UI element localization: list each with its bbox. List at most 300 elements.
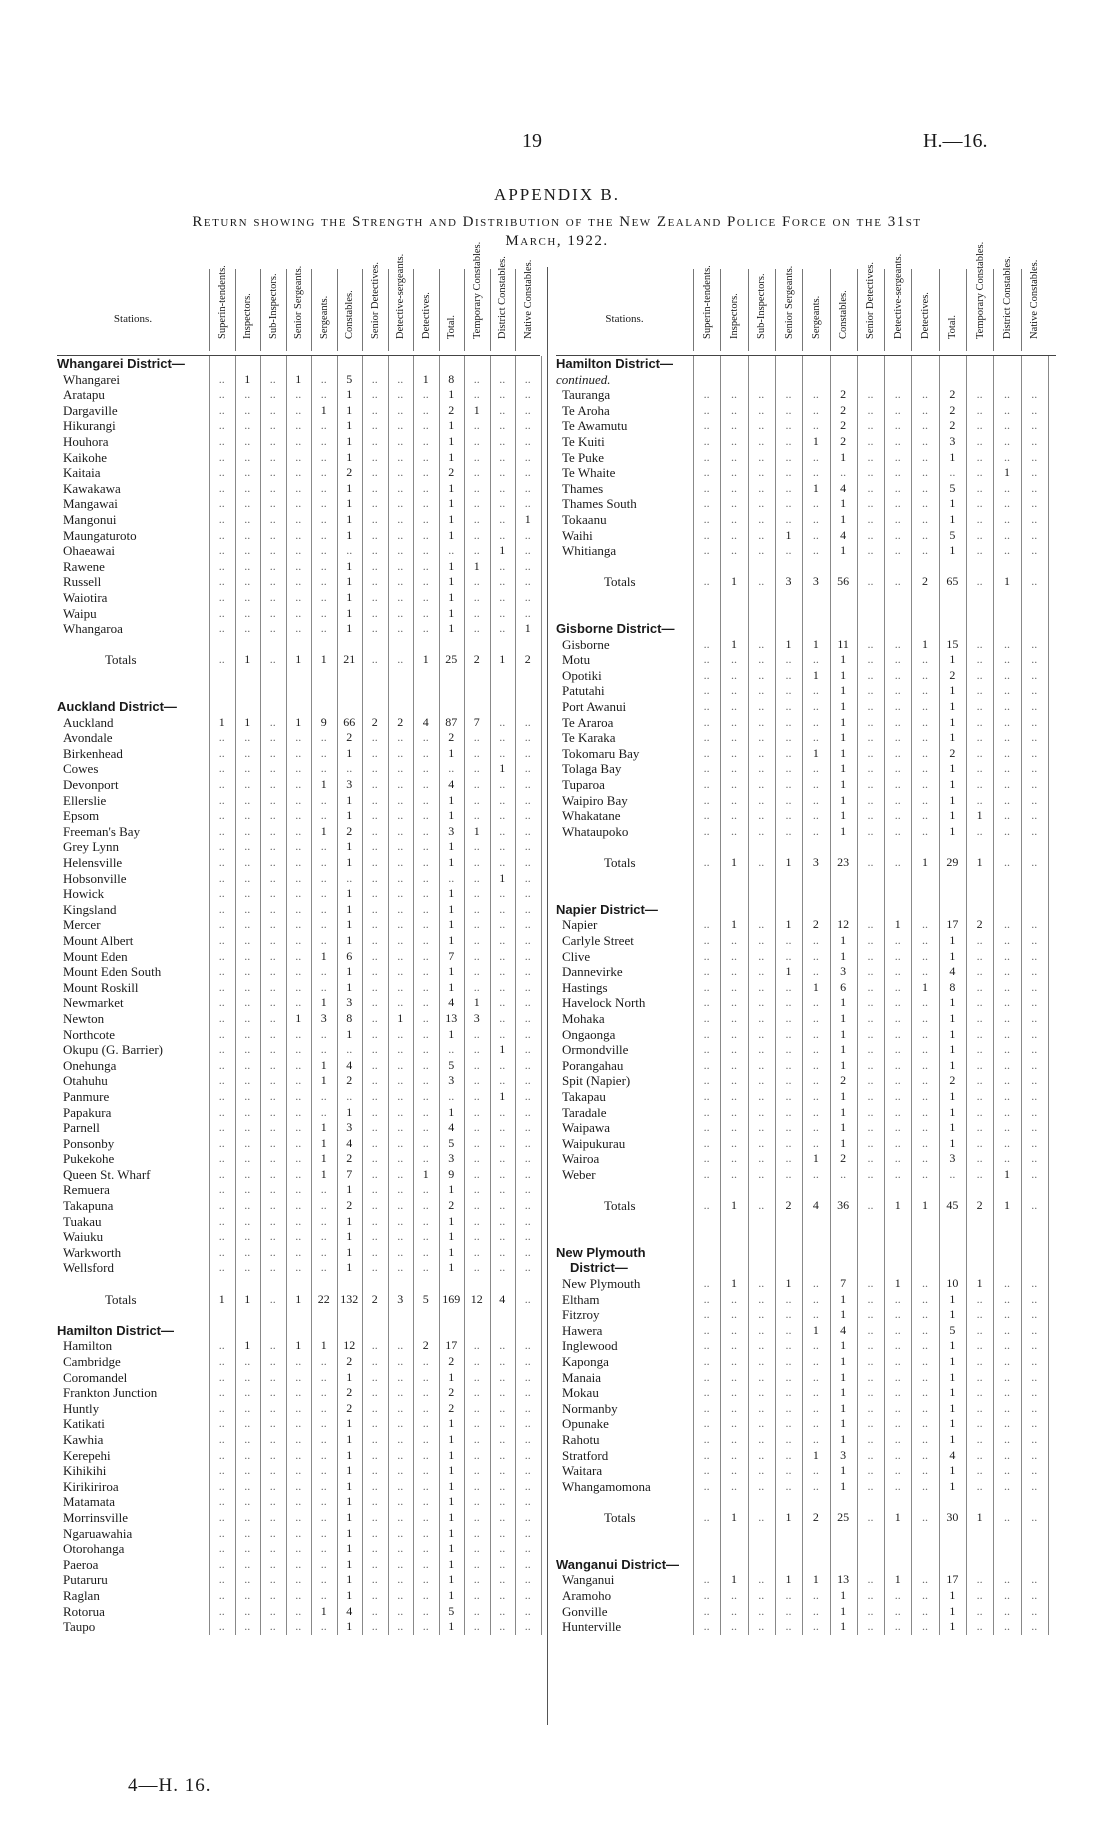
cell-value: 1 <box>448 418 455 433</box>
column-rule <box>966 356 967 1635</box>
cell-value: 2 <box>812 917 819 932</box>
cell-value: 3 <box>812 574 819 589</box>
cell-value: .. <box>1031 1010 1038 1025</box>
cell-value: .. <box>730 418 737 433</box>
cell-value: .. <box>867 543 874 558</box>
cell-value: .. <box>894 1135 901 1150</box>
cell-value: .. <box>703 1135 710 1150</box>
cell-value: .. <box>371 511 378 526</box>
station-name: Takapuna <box>63 1198 114 1214</box>
cell-value: .. <box>371 1541 378 1556</box>
table-row <box>57 465 540 481</box>
cell-value: .. <box>473 1338 480 1353</box>
cell-value: .. <box>320 1088 327 1103</box>
station-name: Auckland District— <box>57 699 177 715</box>
cell-value: 1 <box>346 1541 353 1556</box>
cell-value: .. <box>320 1525 327 1540</box>
cell-value: .. <box>422 808 429 823</box>
cell-value: .. <box>422 1447 429 1462</box>
cell-value: .. <box>730 979 737 994</box>
column-header-label: Superin-tendents. <box>216 264 228 339</box>
cell-value: .. <box>320 511 327 526</box>
cell-value: .. <box>894 511 901 526</box>
cell-value: 1 <box>448 1556 455 1571</box>
page-number: 19 <box>522 130 542 152</box>
cell-value: .. <box>1031 777 1038 792</box>
cell-value: .. <box>371 1587 378 1602</box>
cell-value: .. <box>218 1572 225 1587</box>
cell-value: 10 <box>946 1276 959 1291</box>
cell-value: .. <box>397 496 404 511</box>
cell-value: 1 <box>422 371 429 386</box>
table-row <box>57 917 540 933</box>
cell-value: .. <box>499 371 506 386</box>
cell-value: .. <box>867 1073 874 1088</box>
cell-value: .. <box>758 808 765 823</box>
cell-value: .. <box>295 1042 302 1057</box>
cell-value: .. <box>758 1369 765 1384</box>
cell-value: .. <box>218 1104 225 1119</box>
cell-value: 1 <box>949 496 956 511</box>
cell-value: 1 <box>320 948 327 963</box>
cell-value: .. <box>1003 527 1010 542</box>
cell-value: .. <box>785 418 792 433</box>
cell-value: 1 <box>346 1431 353 1446</box>
cell-value: 5 <box>949 1322 956 1337</box>
cell-value: 2 <box>448 1400 455 1415</box>
cell-value: .. <box>1031 1509 1038 1524</box>
cell-value: .. <box>1003 1463 1010 1478</box>
cell-value: .. <box>894 1026 901 1041</box>
cell-value: .. <box>812 808 819 823</box>
cell-value: 1 <box>320 402 327 417</box>
table-row <box>57 1401 540 1417</box>
cell-value: .. <box>473 948 480 963</box>
spacer-row <box>556 1494 1056 1510</box>
cell-value: .. <box>812 683 819 698</box>
cell-value: .. <box>867 979 874 994</box>
cell-value: 45 <box>946 1198 959 1213</box>
cell-value: .. <box>422 1556 429 1571</box>
cell-value: .. <box>730 1447 737 1462</box>
table-row <box>57 995 540 1011</box>
station-name: Kirikiriroa <box>63 1478 119 1494</box>
cell-value: 1 <box>346 1572 353 1587</box>
cell-value: .. <box>1003 667 1010 682</box>
cell-value: .. <box>1031 792 1038 807</box>
totals-row <box>556 574 1056 590</box>
cell-value: 4 <box>840 480 847 495</box>
cell-value: .. <box>295 402 302 417</box>
cell-value: .. <box>218 1042 225 1057</box>
cell-value: .. <box>422 589 429 604</box>
cell-value: .. <box>422 1619 429 1634</box>
cell-value: .. <box>422 1400 429 1415</box>
cell-value: .. <box>269 1166 276 1181</box>
table-row <box>57 528 540 544</box>
cell-value: 1 <box>244 1338 251 1353</box>
cell-value: .. <box>758 465 765 480</box>
station-name: Morrinsville <box>63 1509 128 1525</box>
cell-value: .. <box>524 1213 531 1228</box>
cell-value: .. <box>320 808 327 823</box>
cell-value: .. <box>867 730 874 745</box>
cell-value: .. <box>473 371 480 386</box>
cell-value: .. <box>812 652 819 667</box>
cell-value: .. <box>295 1400 302 1415</box>
cell-value: 5 <box>448 1135 455 1150</box>
cell-value: 2 <box>976 917 983 932</box>
cell-value: .. <box>295 886 302 901</box>
cell-value: .. <box>499 1260 506 1275</box>
cell-value: .. <box>1031 1587 1038 1602</box>
cell-value: .. <box>371 465 378 480</box>
station-name: Weber <box>562 1166 596 1182</box>
cell-value: .. <box>812 527 819 542</box>
cell-value: .. <box>524 792 531 807</box>
cell-value: .. <box>295 1057 302 1072</box>
cell-value: .. <box>976 465 983 480</box>
station-name: Mangawai <box>63 496 118 512</box>
cell-value: .. <box>397 449 404 464</box>
cell-value: .. <box>244 387 251 402</box>
cell-value: .. <box>730 1338 737 1353</box>
cell-value: .. <box>1031 1198 1038 1213</box>
cell-value: .. <box>371 886 378 901</box>
cell-value: .. <box>867 1369 874 1384</box>
cell-value: .. <box>422 1603 429 1618</box>
cell-value: .. <box>218 777 225 792</box>
cell-value: 4 <box>422 714 429 729</box>
cell-value: .. <box>867 1354 874 1368</box>
cell-value: .. <box>218 543 225 558</box>
cell-value: .. <box>244 1541 251 1556</box>
cell-value: .. <box>473 1385 480 1400</box>
cell-value: .. <box>397 652 404 667</box>
cell-value: .. <box>730 1463 737 1478</box>
cell-value: .. <box>295 1447 302 1462</box>
cell-value: .. <box>524 839 531 854</box>
cell-value: .. <box>524 964 531 979</box>
table-row <box>57 1245 540 1261</box>
cell-value: .. <box>295 1572 302 1587</box>
cell-value: .. <box>1003 652 1010 667</box>
station-name: Wellsford <box>63 1260 114 1276</box>
cell-value: 2 <box>346 823 353 838</box>
cell-value: 2 <box>346 465 353 480</box>
cell-value: 1 <box>346 1182 353 1197</box>
cell-value: .. <box>371 433 378 448</box>
cell-value: 1 <box>244 652 251 667</box>
cell-value: .. <box>1031 1276 1038 1291</box>
cell-value: .. <box>812 387 819 402</box>
cell-value: 2 <box>448 1198 455 1213</box>
cell-value: .. <box>785 1619 792 1634</box>
cell-value: 1 <box>473 402 480 417</box>
cell-value: .. <box>397 948 404 963</box>
cell-value: .. <box>269 449 276 464</box>
cell-value: .. <box>397 792 404 807</box>
cell-value: 1 <box>244 714 251 729</box>
cell-value: .. <box>473 418 480 433</box>
cell-value: 1 <box>448 745 455 760</box>
station-name: Te Aroha <box>562 402 610 418</box>
station-name: Tokomaru Bay <box>562 745 640 761</box>
table-row <box>57 1588 540 1604</box>
cell-value: .. <box>524 1447 531 1462</box>
cell-value: .. <box>785 1463 792 1478</box>
column-header-label: Constables. <box>344 289 355 339</box>
column-header <box>439 269 466 351</box>
cell-value: .. <box>397 511 404 526</box>
station-name: Thames South <box>562 496 637 512</box>
cell-value: .. <box>499 449 506 464</box>
cell-value: .. <box>397 1385 404 1400</box>
cell-value: .. <box>812 449 819 464</box>
station-name: Napier <box>562 917 598 933</box>
cell-value: 1 <box>840 1088 847 1103</box>
cell-value: .. <box>422 730 429 745</box>
cell-value: 2 <box>346 1198 353 1213</box>
cell-value: 1 <box>949 1619 956 1634</box>
cell-value: 87 <box>445 714 458 729</box>
cell-value: .. <box>422 574 429 589</box>
cell-value: .. <box>730 511 737 526</box>
cell-value: .. <box>785 745 792 760</box>
cell-value: .. <box>244 1260 251 1275</box>
cell-value: .. <box>867 1198 874 1213</box>
cell-value: .. <box>703 1057 710 1072</box>
cell-value: .. <box>812 1088 819 1103</box>
cell-value: .. <box>422 511 429 526</box>
column-rule <box>748 356 749 1635</box>
cell-value: .. <box>422 948 429 963</box>
cell-value: .. <box>703 1307 710 1322</box>
column-header-label: Total. <box>446 314 457 339</box>
cell-value: 1 <box>840 1338 847 1353</box>
cell-value: .. <box>371 1260 378 1275</box>
station-name: Waitara <box>562 1463 603 1479</box>
cell-value: 1 <box>976 808 983 823</box>
cell-value: .. <box>499 886 506 901</box>
cell-value: .. <box>703 777 710 792</box>
cell-value: .. <box>397 1026 404 1041</box>
cell-value: .. <box>371 1369 378 1384</box>
station-name: Stratford <box>562 1447 609 1463</box>
cell-value: .. <box>730 1354 737 1368</box>
cell-value: .. <box>371 1026 378 1041</box>
cell-value: .. <box>397 1587 404 1602</box>
cell-value: .. <box>499 777 506 792</box>
cell-value: 1 <box>894 917 901 932</box>
cell-value: 1 <box>949 932 956 947</box>
cell-value: .. <box>499 1556 506 1571</box>
station-name: Epsom <box>63 808 100 824</box>
cell-value: .. <box>295 964 302 979</box>
cell-value: 1 <box>949 823 956 838</box>
cell-value: .. <box>1031 667 1038 682</box>
cell-value: 1 <box>922 1198 929 1213</box>
table-row <box>57 1541 540 1557</box>
cell-value: 1 <box>949 652 956 667</box>
column-header-label: Native Constables. <box>1028 259 1040 339</box>
cell-value: 3 <box>473 1010 480 1025</box>
column-rule <box>1021 356 1022 1635</box>
cell-value: .. <box>894 543 901 558</box>
table-row <box>57 1214 540 1230</box>
cell-value: .. <box>295 1525 302 1540</box>
cell-value: .. <box>894 855 901 869</box>
cell-value: .. <box>922 1010 929 1025</box>
cell-value: .. <box>218 1213 225 1228</box>
cell-value: .. <box>218 1151 225 1166</box>
cell-value: .. <box>976 1088 983 1103</box>
station-name: Ellerslie <box>63 792 107 808</box>
cell-value: .. <box>1003 1587 1010 1602</box>
column-rule <box>775 356 776 1635</box>
cell-value: .. <box>320 1042 327 1057</box>
cell-value: .. <box>976 745 983 760</box>
table-row <box>556 1089 1056 1105</box>
cell-value: .. <box>295 449 302 464</box>
cell-value: 1 <box>346 855 353 869</box>
cell-value: 3 <box>448 823 455 838</box>
table-row <box>57 574 540 590</box>
cell-value: .. <box>894 1322 901 1337</box>
cell-value: 23 <box>837 855 850 869</box>
cell-value: .. <box>703 932 710 947</box>
cell-value: 6 <box>840 979 847 994</box>
cell-value: .. <box>397 371 404 386</box>
cell-value: .. <box>320 1463 327 1478</box>
cell-value: .. <box>320 886 327 901</box>
cell-value: .. <box>1031 387 1038 402</box>
station-name: Taupo <box>63 1619 96 1635</box>
cell-value: .. <box>703 979 710 994</box>
table-row <box>556 1588 1056 1604</box>
station-name: Hikurangi <box>63 418 116 434</box>
station-name: District— <box>570 1260 628 1276</box>
totals-row <box>556 855 1056 871</box>
cell-value: .. <box>976 1120 983 1135</box>
table-row <box>57 481 540 497</box>
column-header <box>362 261 389 351</box>
cell-value: .. <box>976 1338 983 1353</box>
cell-value: .. <box>894 574 901 589</box>
cell-value: .. <box>785 387 792 402</box>
cell-value: .. <box>894 714 901 729</box>
station-name: Totals <box>604 855 636 870</box>
cell-value: .. <box>499 511 506 526</box>
cell-value: .. <box>524 1244 531 1259</box>
cell-value: .. <box>524 1073 531 1088</box>
cell-value: .. <box>894 1166 901 1181</box>
cell-value: .. <box>1003 714 1010 729</box>
district-heading <box>556 356 1056 372</box>
cell-value: .. <box>1003 823 1010 838</box>
cell-value: 1 <box>840 683 847 698</box>
cell-value: .. <box>894 1057 901 1072</box>
cell-value: .. <box>867 1400 874 1415</box>
cell-value: 1 <box>499 1088 506 1103</box>
cell-value: .. <box>730 761 737 776</box>
cell-value: .. <box>244 1198 251 1213</box>
table-row <box>57 886 540 902</box>
cell-value: 1 <box>346 1525 353 1540</box>
cell-value: 3 <box>346 777 353 792</box>
cell-value: .. <box>1003 1400 1010 1415</box>
cell-value: .. <box>244 886 251 901</box>
cell-value: .. <box>894 1619 901 1634</box>
cell-value: .. <box>218 1463 225 1478</box>
cell-value: 1 <box>448 855 455 869</box>
cell-value: .. <box>894 730 901 745</box>
cell-value: .. <box>295 745 302 760</box>
cell-value: .. <box>295 1509 302 1524</box>
cell-value: 1 <box>730 1198 737 1213</box>
cell-value: 1 <box>499 1042 506 1057</box>
cell-value: .. <box>703 1369 710 1384</box>
cell-value: .. <box>730 1073 737 1088</box>
cell-value: .. <box>269 1354 276 1368</box>
cell-value: .. <box>473 1463 480 1478</box>
cell-value: .. <box>524 496 531 511</box>
cell-value: .. <box>730 808 737 823</box>
cell-value: .. <box>295 1260 302 1275</box>
cell-value: .. <box>244 527 251 542</box>
column-rule <box>235 356 236 1635</box>
cell-value: .. <box>397 855 404 869</box>
cell-value: .. <box>730 433 737 448</box>
cell-value: .. <box>730 1042 737 1057</box>
station-name: Clive <box>562 948 591 964</box>
cell-value: .. <box>371 1057 378 1072</box>
cell-value: .. <box>499 1354 506 1368</box>
cell-value: 2 <box>949 745 956 760</box>
cell-value: 1 <box>949 1042 956 1057</box>
cell-value: .. <box>244 1244 251 1259</box>
cell-value: .. <box>758 1603 765 1618</box>
cell-value: .. <box>397 870 404 885</box>
column-rule <box>993 356 994 1635</box>
cell-value: 1 <box>448 792 455 807</box>
column-header <box>775 265 803 351</box>
cell-value: .. <box>1003 543 1010 558</box>
cell-value: 1 <box>346 1587 353 1602</box>
cell-value: .. <box>730 699 737 714</box>
cell-value: 5 <box>448 1603 455 1618</box>
table-row <box>57 761 540 777</box>
cell-value: 1 <box>346 1416 353 1431</box>
cell-value: .. <box>269 1400 276 1415</box>
cell-value: 9 <box>448 1166 455 1181</box>
cell-value: 6 <box>346 948 353 963</box>
cell-value: .. <box>758 652 765 667</box>
cell-value: .. <box>785 1166 792 1181</box>
table-row <box>556 1042 1056 1058</box>
cell-value: .. <box>218 1198 225 1213</box>
table-row <box>57 621 540 637</box>
station-name: Ohaeawai <box>63 543 115 559</box>
cell-value: .. <box>894 1354 901 1368</box>
cell-value: .. <box>218 465 225 480</box>
cell-value: 1 <box>448 558 455 573</box>
station-name: Kaikohe <box>63 449 108 465</box>
cell-value: .. <box>371 1494 378 1509</box>
district-heading <box>57 1323 540 1339</box>
cell-value: .. <box>422 1509 429 1524</box>
cell-value: .. <box>422 433 429 448</box>
